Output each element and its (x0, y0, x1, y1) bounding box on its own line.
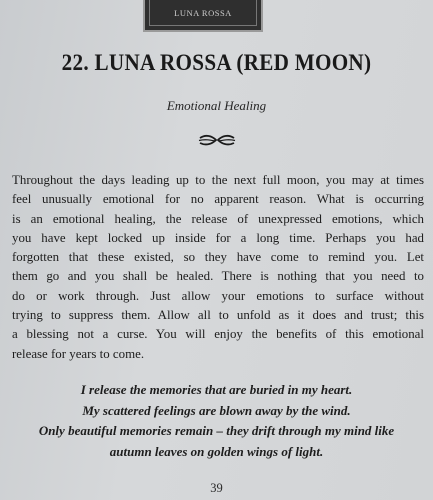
affirmation-line: Only beautiful memories remain – they drift through my mind like (38, 423, 395, 438)
affirmation-verse (0, 380, 433, 462)
card-image-frame (149, 0, 257, 26)
body-line: Throughout the days leading up to the next full moon, you may at times (12, 173, 424, 187)
card-label: LUNA ROSSA (174, 7, 232, 18)
body-line: trying to suppress them. Allow all to unfold as it does and trust; this (12, 308, 424, 323)
body-line: do or work through. Just allow your emotions to surface without (12, 288, 424, 303)
affirmation-line: My scattered feelings are blown away by the wind. (82, 402, 351, 418)
page-number: 39 (210, 481, 223, 495)
body-line: release for years to come. (12, 346, 145, 361)
body-line: them go and you shall be healed. There is nothing that you need to (12, 269, 424, 284)
body-line: forgotten that these existed, so they have come to remind you. Let (12, 250, 424, 265)
body-line: a blessing not a curse. You will enjoy the benefits of this emotional (12, 327, 424, 342)
body-line: you have kept locked up inside for a long time. Perhaps you had (12, 230, 424, 245)
page-subtitle: Emotional Healing (166, 98, 267, 113)
affirmation-line: I release the memories that are buried in my heart. (80, 382, 353, 397)
affirmation-line: autumn leaves on golden wings of light. (109, 443, 324, 459)
double-swirl-ornament-icon (196, 134, 238, 148)
card-image (143, 0, 263, 32)
body-line: feel unusually emotional for no apparent reason. What is occurring (12, 192, 424, 207)
page-title: 22. LUNA ROSSA (RED MOON) (61, 50, 372, 75)
body-paragraph (12, 171, 424, 364)
body-line: is an emotional healing, the release of unexpressed emotions, which (12, 211, 424, 226)
